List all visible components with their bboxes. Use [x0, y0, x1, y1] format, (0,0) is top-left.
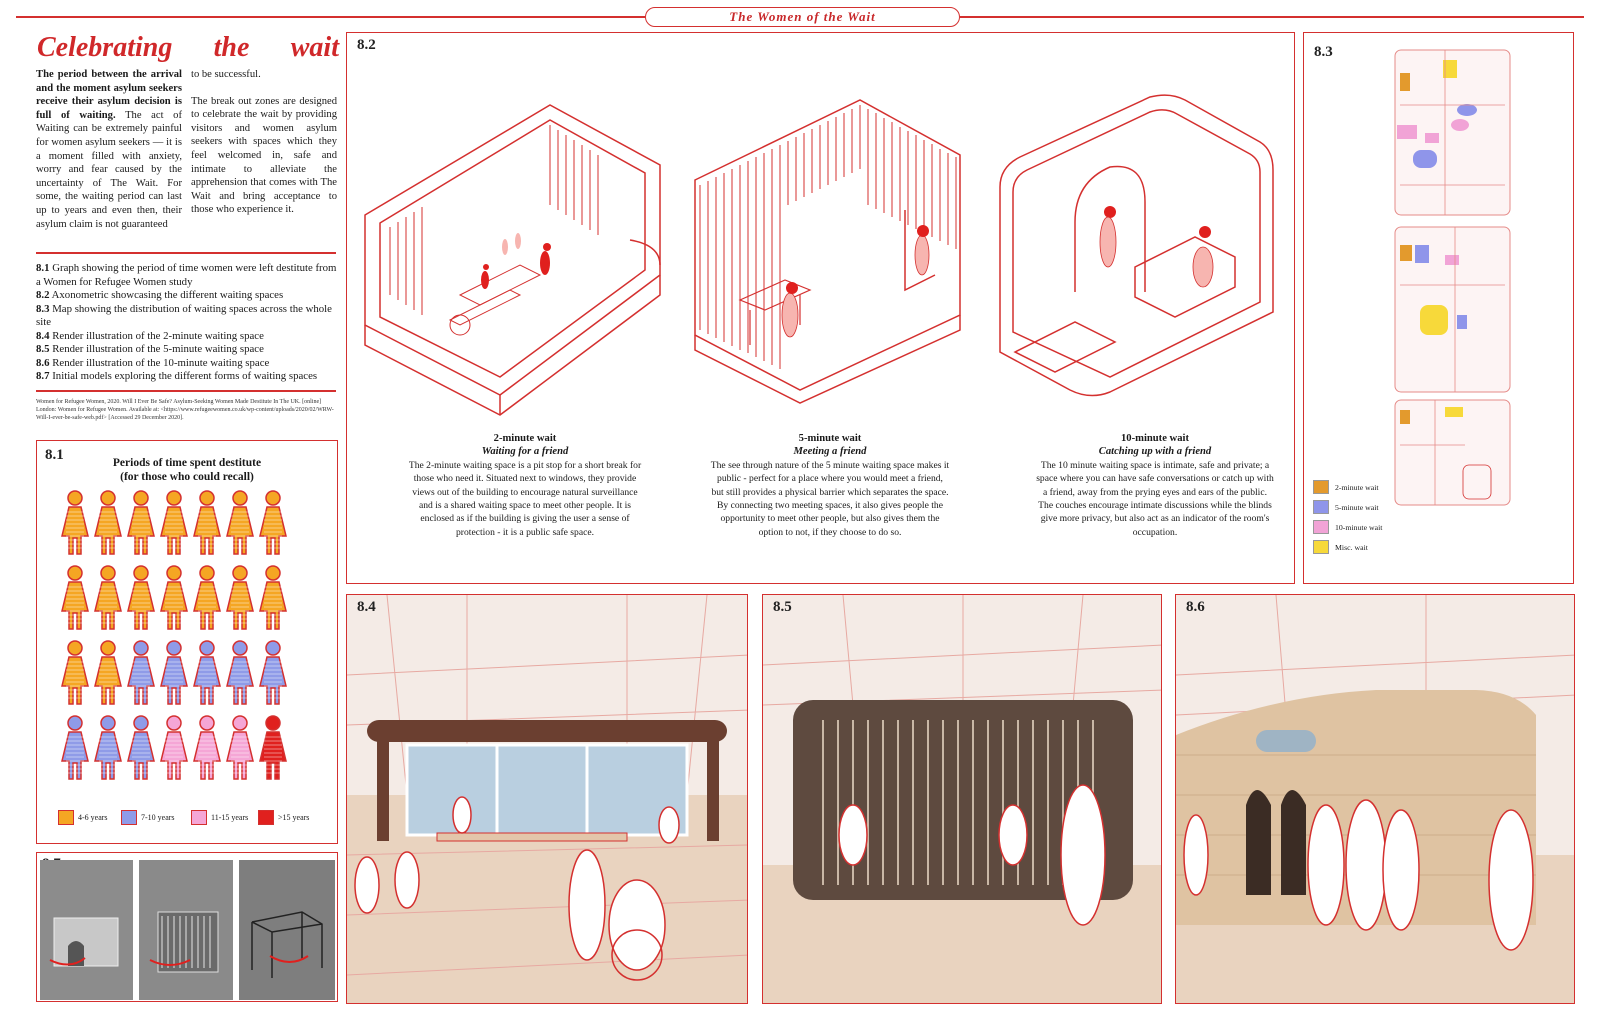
panel-8-6	[1175, 594, 1575, 1004]
model-photos	[40, 860, 335, 1000]
pictogram-figure	[260, 566, 286, 629]
figure-list-item: 8.4 Render illustration of the 2-minute waiting space	[36, 329, 264, 342]
map-legend-item: 5-minute wait	[1313, 500, 1379, 514]
pictogram-figure	[260, 716, 286, 779]
pictogram-figure	[95, 716, 121, 779]
site-map	[1385, 45, 1525, 515]
render-10-minute	[1176, 595, 1575, 1004]
chart-title	[36, 456, 338, 484]
pictogram-figure	[161, 716, 187, 779]
reference-text: Women for Refugee Women, 2020. Will I Ever Be Safe? Asylum-Seeking Women Made Destitute In The UK. [online] London: Women for Refugee Women. Available at: <https://www.refugeewomen.co.uk/wp-content/uploads/2020/02/WRW-Will-I-ever-be-safe-web.pdf> [Accessed 29 December 2020].	[36, 399, 334, 421]
pictogram-figure	[227, 566, 253, 629]
legend-swatch	[191, 810, 207, 825]
figure-list	[36, 262, 338, 384]
pictogram-figure	[161, 491, 187, 554]
axonometric-5-minute	[690, 85, 970, 405]
panel-8-4	[346, 594, 748, 1004]
pictogram-figure	[194, 641, 220, 704]
figure-list-item: 8.6 Render illustration of the 10-minute waiting space	[36, 356, 270, 369]
intro-column-2	[191, 68, 337, 217]
legend-swatch	[1313, 500, 1329, 514]
pictogram-figure	[128, 566, 154, 629]
intro-column-1	[36, 68, 182, 231]
chart-subtitle-text: (for those who could recall)	[120, 471, 254, 483]
legend-swatch	[1313, 540, 1329, 554]
axonometric-10-minute	[995, 92, 1295, 412]
chart-legend-item: 4-6 years	[58, 810, 108, 825]
pictogram-figure	[128, 716, 154, 779]
map-legend-item: Misc. wait	[1313, 540, 1368, 554]
intro-text-2b: The break out zones are designed to celebrate the wait by providing visitors and women asylum seekers with spaces which they feel welcomed in, safe and intimate to alleviate the apprehension that comes with The Wait and bring acceptance to those who experience it.	[191, 95, 337, 216]
chart-legend-item: 11-15 years	[191, 810, 248, 825]
figure-list-item: 8.3 Map showing the distribution of waiting spaces across the whole site	[36, 302, 332, 328]
caption-subheading: Catching up with a friend	[1098, 446, 1212, 458]
header-title: The Women of the Wait	[645, 7, 960, 27]
pictogram-figure	[161, 566, 187, 629]
page-title	[37, 32, 339, 64]
render-5-minute	[763, 595, 1162, 1004]
legend-swatch	[1313, 520, 1329, 534]
header-line-right	[960, 16, 1584, 18]
pictogram-figure	[260, 491, 286, 554]
chart-legend-item: 7-10 years	[121, 810, 175, 825]
panel-number: 8.3	[1314, 44, 1333, 60]
intro-bold: The period between the arrival and the moment asylum seekers receive their asylum decision is full of waiting.	[36, 69, 182, 121]
figure-list-item: 8.1 Graph showing the period of time women were left destitute from a Women for Refugee Women study	[36, 262, 337, 288]
caption-body: The 2-minute waiting space is a pit stop for a short break for those who need it. Situated next to windows, they provide views out of the building to encourage natural surveillance and is a shared waiting space to meet other people. It is enclosed as if the building is giving the user a sense of protection - it is a public safe space.	[408, 459, 642, 538]
render-2-minute	[347, 595, 748, 1004]
panel-number: 8.1	[45, 447, 64, 463]
panel-number: 8.2	[357, 37, 376, 53]
panel-8-5	[762, 594, 1162, 1004]
pictogram-figure	[161, 641, 187, 704]
pictogram-figure	[62, 716, 88, 779]
panel-number: 8.6	[1186, 599, 1205, 615]
axonometric-2-minute	[360, 95, 680, 425]
map-legend-item: 10-minute wait	[1313, 520, 1382, 534]
pictogram-figure	[128, 491, 154, 554]
map-legend-item: 2-minute wait	[1313, 480, 1379, 494]
figure-list-item: 8.5 Render illustration of the 5-minute waiting space	[36, 343, 264, 355]
caption-subheading: Waiting for a friend	[481, 446, 569, 458]
pictogram-figure	[227, 641, 253, 704]
pictogram-figure	[95, 491, 121, 554]
caption-5-minute	[710, 432, 950, 539]
pictogram-figure	[95, 566, 121, 629]
caption-heading: 5-minute wait	[798, 433, 862, 444]
pictogram-figure	[62, 641, 88, 704]
legend-swatch	[121, 810, 137, 825]
pictogram-figure	[227, 491, 253, 554]
caption-2-minute	[405, 432, 645, 539]
pictogram-figure	[194, 716, 220, 779]
title-word-3: wait	[290, 32, 339, 63]
figure-list-item: 8.2 Axonometric showcasing the different waiting spaces	[36, 289, 284, 301]
legend-swatch	[258, 810, 274, 825]
caption-subheading: Meeting a friend	[793, 446, 867, 458]
title-word-2: the	[213, 32, 250, 63]
caption-body: The see through nature of the 5 minute waiting space makes it public - perfect for a place where you would meet a friend, but still provides a physical barrier which separates the space. By connecting two meeting spaces, it also gives people the opportunity to meet other people, but also gives them the option to not, if they choose to do so.	[710, 459, 950, 538]
pictogram-figure	[260, 641, 286, 704]
caption-10-minute	[1035, 432, 1275, 539]
legend-swatch	[1313, 480, 1329, 494]
header-line-left	[16, 16, 645, 18]
legend-swatch	[58, 810, 74, 825]
figure-list-item: 8.7 Initial models exploring the different forms of waiting spaces	[36, 370, 318, 382]
chart-legend-item: >15 years	[258, 810, 309, 825]
pictogram-figure	[95, 641, 121, 704]
title-word-1: Celebrating	[37, 32, 173, 63]
panel-number: 8.4	[357, 599, 376, 615]
divider	[36, 390, 336, 392]
caption-heading: 2-minute wait	[493, 433, 557, 444]
pictogram-figure	[128, 641, 154, 704]
pictogram-figure	[194, 566, 220, 629]
pictogram-figure	[227, 716, 253, 779]
pictogram-figure	[194, 491, 220, 554]
divider	[36, 252, 336, 254]
intro-text-2a: to be successful.	[191, 69, 261, 80]
pictogram-figure	[62, 491, 88, 554]
caption-heading: 10-minute wait	[1121, 433, 1189, 444]
intro-text-1: The act of Waiting can be extremely painful for women asylum seekers — it is a moment filled with anxiety, worry and fear caused by the uncertainty of The Wait. For some, the waiting period can last up to years and even then, their asylum claim is not guaranteed	[36, 109, 182, 230]
pictogram-chart	[60, 490, 320, 792]
panel-number: 8.5	[773, 599, 792, 615]
pictogram-figure	[62, 566, 88, 629]
caption-body: The 10 minute waiting space is intimate, safe and private; a space where you can have safe conversations or catch up with a friend, away from the prying eyes and ears of the public. The couches encourage intimate discussions while the blinds give more privacy, but also act as an indicator of the room's occupation.	[1036, 459, 1274, 538]
chart-title-text: Periods of time spent destitute	[112, 457, 262, 469]
